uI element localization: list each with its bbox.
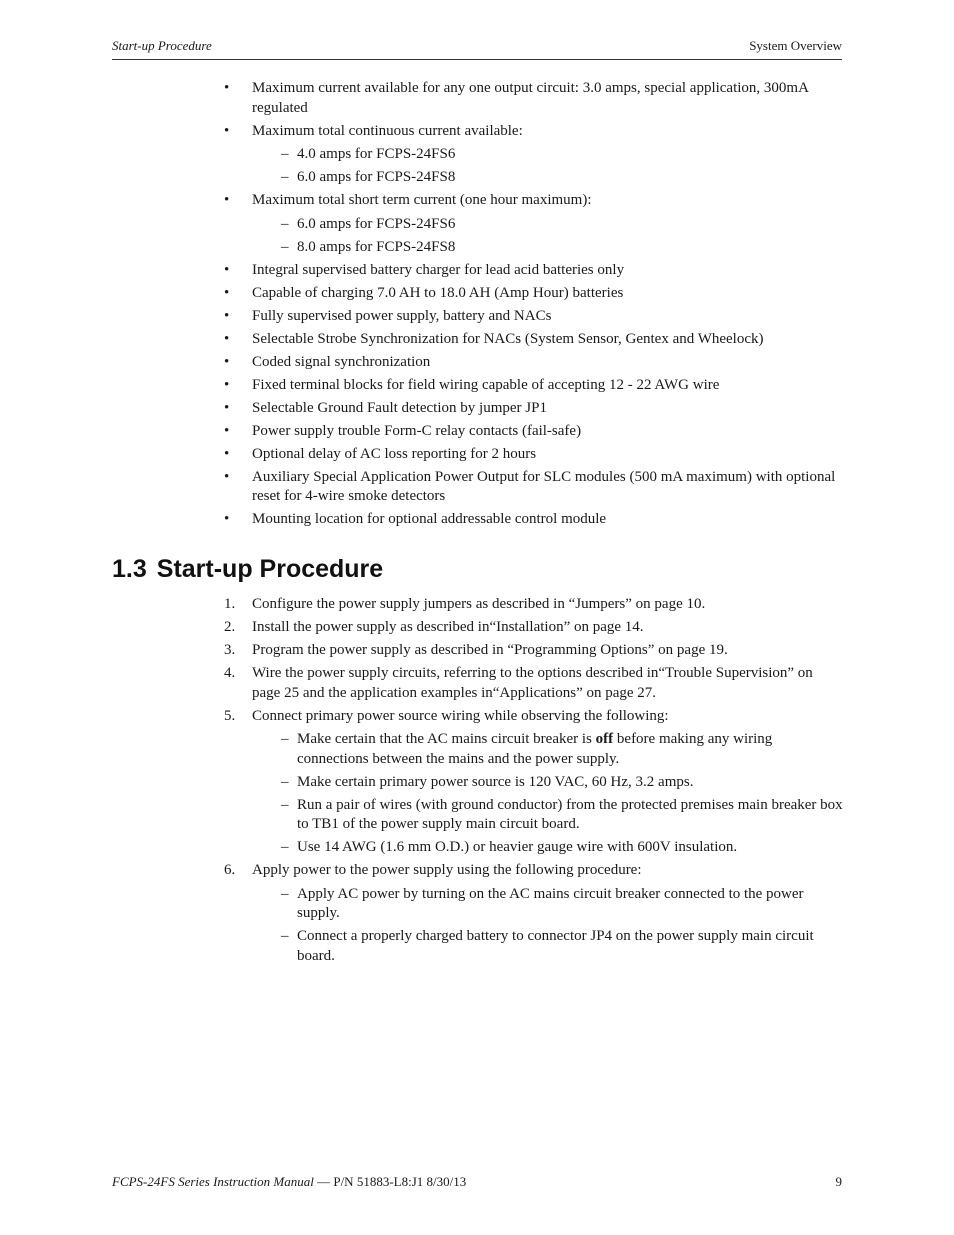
bullet-marker: •	[224, 284, 230, 301]
list-item	[224, 307, 844, 327]
bullet-marker: •	[224, 399, 230, 416]
bullet-marker: •	[224, 445, 230, 462]
running-header	[112, 38, 842, 54]
list-item-text: Mounting location for optional addressable control module	[252, 511, 607, 527]
list-item-text: Capable of charging 7.0 AH to 18.0 AH (Amp Hour) batteries	[252, 284, 624, 301]
list-item	[224, 122, 844, 188]
sub-step-text: before making any wiring connections between the mains and the power supply.	[297, 731, 773, 767]
sub-list-item	[252, 238, 844, 258]
sub-step-item	[252, 730, 844, 769]
list-item	[224, 399, 844, 419]
step-item	[224, 707, 844, 858]
dash-marker: –	[281, 839, 289, 855]
sub-step-text: Use 14 AWG (1.6 mm O.D.) or heavier gauge wire with 600V insulation.	[297, 839, 738, 855]
sub-list	[252, 145, 844, 188]
header-chapter-name: System Overview	[749, 38, 842, 53]
emphasis-off: off	[595, 731, 614, 747]
bullet-marker: •	[224, 353, 230, 370]
section-number: 1.3	[112, 555, 147, 583]
sub-step-item	[252, 885, 844, 924]
bullet-marker: •	[224, 468, 230, 485]
list-item	[224, 284, 844, 304]
step-text: Apply power to the power supply using the following procedure:	[252, 862, 642, 878]
list-item-text: Selectable Ground Fault detection by jumper JP1	[252, 399, 547, 416]
dash-marker: –	[281, 238, 289, 255]
bullet-marker: •	[224, 330, 230, 347]
dash-marker: –	[281, 169, 289, 185]
list-item	[224, 422, 844, 442]
sub-step-item	[252, 796, 844, 835]
bullet-marker: •	[224, 80, 230, 96]
bullet-marker: •	[224, 122, 230, 139]
sub-step-text: Apply AC power by turning on the AC mains circuit breaker connected to the power supply.	[297, 885, 804, 921]
sub-step-text: Make certain that the AC mains circuit breaker is	[297, 731, 596, 747]
step-number: 1.	[224, 596, 236, 612]
list-item-text: Integral supervised battery charger for lead acid batteries only	[252, 261, 625, 278]
footer-doc-info	[112, 1174, 466, 1190]
sub-list-item-text: 6.0 amps for FCPS-24FS6	[297, 215, 456, 232]
sub-step-text: Run a pair of wires (with ground conductor) from the protected premises main breaker box to TB1 of the power supply main circuit board.	[297, 796, 843, 832]
running-footer	[112, 1174, 842, 1192]
bullet-marker: •	[224, 307, 230, 324]
step-item	[224, 618, 844, 638]
list-item	[224, 445, 844, 465]
list-item	[224, 376, 844, 396]
step-text: Program the power supply as described in “Programming Options” on page 19.	[252, 642, 728, 658]
sub-step-item	[252, 927, 844, 966]
feature-list	[224, 79, 844, 533]
sub-list-item-text: 8.0 amps for FCPS-24FS8	[297, 238, 456, 255]
list-item	[224, 79, 844, 118]
bullet-marker: •	[224, 376, 230, 393]
footer-manual-title: FCPS-24FS Series Instruction Manual	[112, 1174, 314, 1189]
dash-marker: –	[281, 731, 289, 747]
list-item	[224, 468, 844, 507]
step-item	[224, 595, 844, 615]
step-number: 3.	[224, 642, 236, 658]
sub-step-text: Connect a properly charged battery to connector JP4 on the power supply main circuit board.	[297, 928, 814, 964]
bullet-marker: •	[224, 422, 230, 439]
step-number: 4.	[224, 665, 236, 681]
step-sub-list	[252, 730, 844, 858]
step-text: Wire the power supply circuits, referring to the options described in“Trouble Supervision” on page 25 and the application examples in“Applications” on page 27.	[252, 665, 813, 701]
step-number: 2.	[224, 619, 236, 635]
section-heading	[112, 555, 383, 584]
list-item	[224, 510, 844, 530]
dash-marker: –	[281, 796, 289, 813]
dash-marker: –	[281, 885, 289, 902]
procedure-steps	[224, 595, 844, 970]
bullet-marker: •	[224, 192, 230, 208]
list-item-text: Coded signal synchronization	[252, 353, 431, 370]
sub-list-item-text: 6.0 amps for FCPS-24FS8	[297, 169, 456, 185]
list-item-text: Maximum current available for any one output circuit: 3.0 amps, special application, 300mA regulated	[252, 80, 809, 116]
dash-marker: –	[281, 215, 289, 232]
list-item	[224, 353, 844, 373]
list-item-text: Auxiliary Special Application Power Output for SLC modules (500 mA maximum) with optional reset for 4-wire smoke detectors	[252, 468, 836, 504]
step-item	[224, 664, 844, 703]
sub-list	[252, 215, 844, 258]
step-text: Install the power supply as described in“Installation” on page 14.	[252, 619, 644, 635]
list-item-text: Selectable Strobe Synchronization for NACs (System Sensor, Gentex and Wheelock)	[252, 330, 764, 347]
dash-marker: –	[281, 773, 289, 790]
sub-list-item	[252, 168, 844, 188]
list-item-text: Maximum total short term current (one hour maximum):	[252, 192, 592, 208]
step-text: Connect primary power source wiring while observing the following:	[252, 707, 669, 724]
list-item	[224, 330, 844, 350]
page-number: 9	[835, 1174, 842, 1189]
list-item-text: Maximum total continuous current available:	[252, 122, 523, 139]
list-item-text: Optional delay of AC loss reporting for 2 hours	[252, 445, 537, 462]
sub-list-item-text: 4.0 amps for FCPS-24FS6	[297, 146, 456, 162]
list-item	[224, 261, 844, 281]
dash-marker: –	[281, 928, 289, 944]
step-number: 5.	[224, 707, 236, 724]
step-sub-list	[252, 885, 844, 967]
step-text: Configure the power supply jumpers as described in “Jumpers” on page 10.	[252, 596, 706, 612]
list-item-text: Fixed terminal blocks for field wiring capable of accepting 12 - 22 AWG wire	[252, 376, 720, 393]
header-rule	[112, 59, 842, 60]
step-number: 6.	[224, 862, 236, 878]
step-item	[224, 641, 844, 661]
dash-marker: –	[281, 146, 289, 162]
sub-list-item	[252, 145, 844, 165]
sub-step-item	[252, 838, 844, 858]
section-title: Start-up Procedure	[156, 555, 384, 583]
header-section-name: Start-up Procedure	[112, 38, 212, 53]
sub-list-item	[252, 215, 844, 235]
step-item	[224, 861, 844, 966]
list-item	[224, 191, 844, 257]
bullet-marker: •	[224, 261, 230, 278]
bullet-marker: •	[224, 511, 230, 527]
footer-part-number: — P/N 51883-L8:J1 8/30/13	[313, 1174, 467, 1189]
sub-step-text: Make certain primary power source is 120 VAC, 60 Hz, 3.2 amps.	[297, 773, 694, 790]
list-item-text: Fully supervised power supply, battery and NACs	[252, 307, 552, 324]
list-item-text: Power supply trouble Form-C relay contacts (fail-safe)	[252, 422, 582, 439]
sub-step-item	[252, 773, 844, 793]
